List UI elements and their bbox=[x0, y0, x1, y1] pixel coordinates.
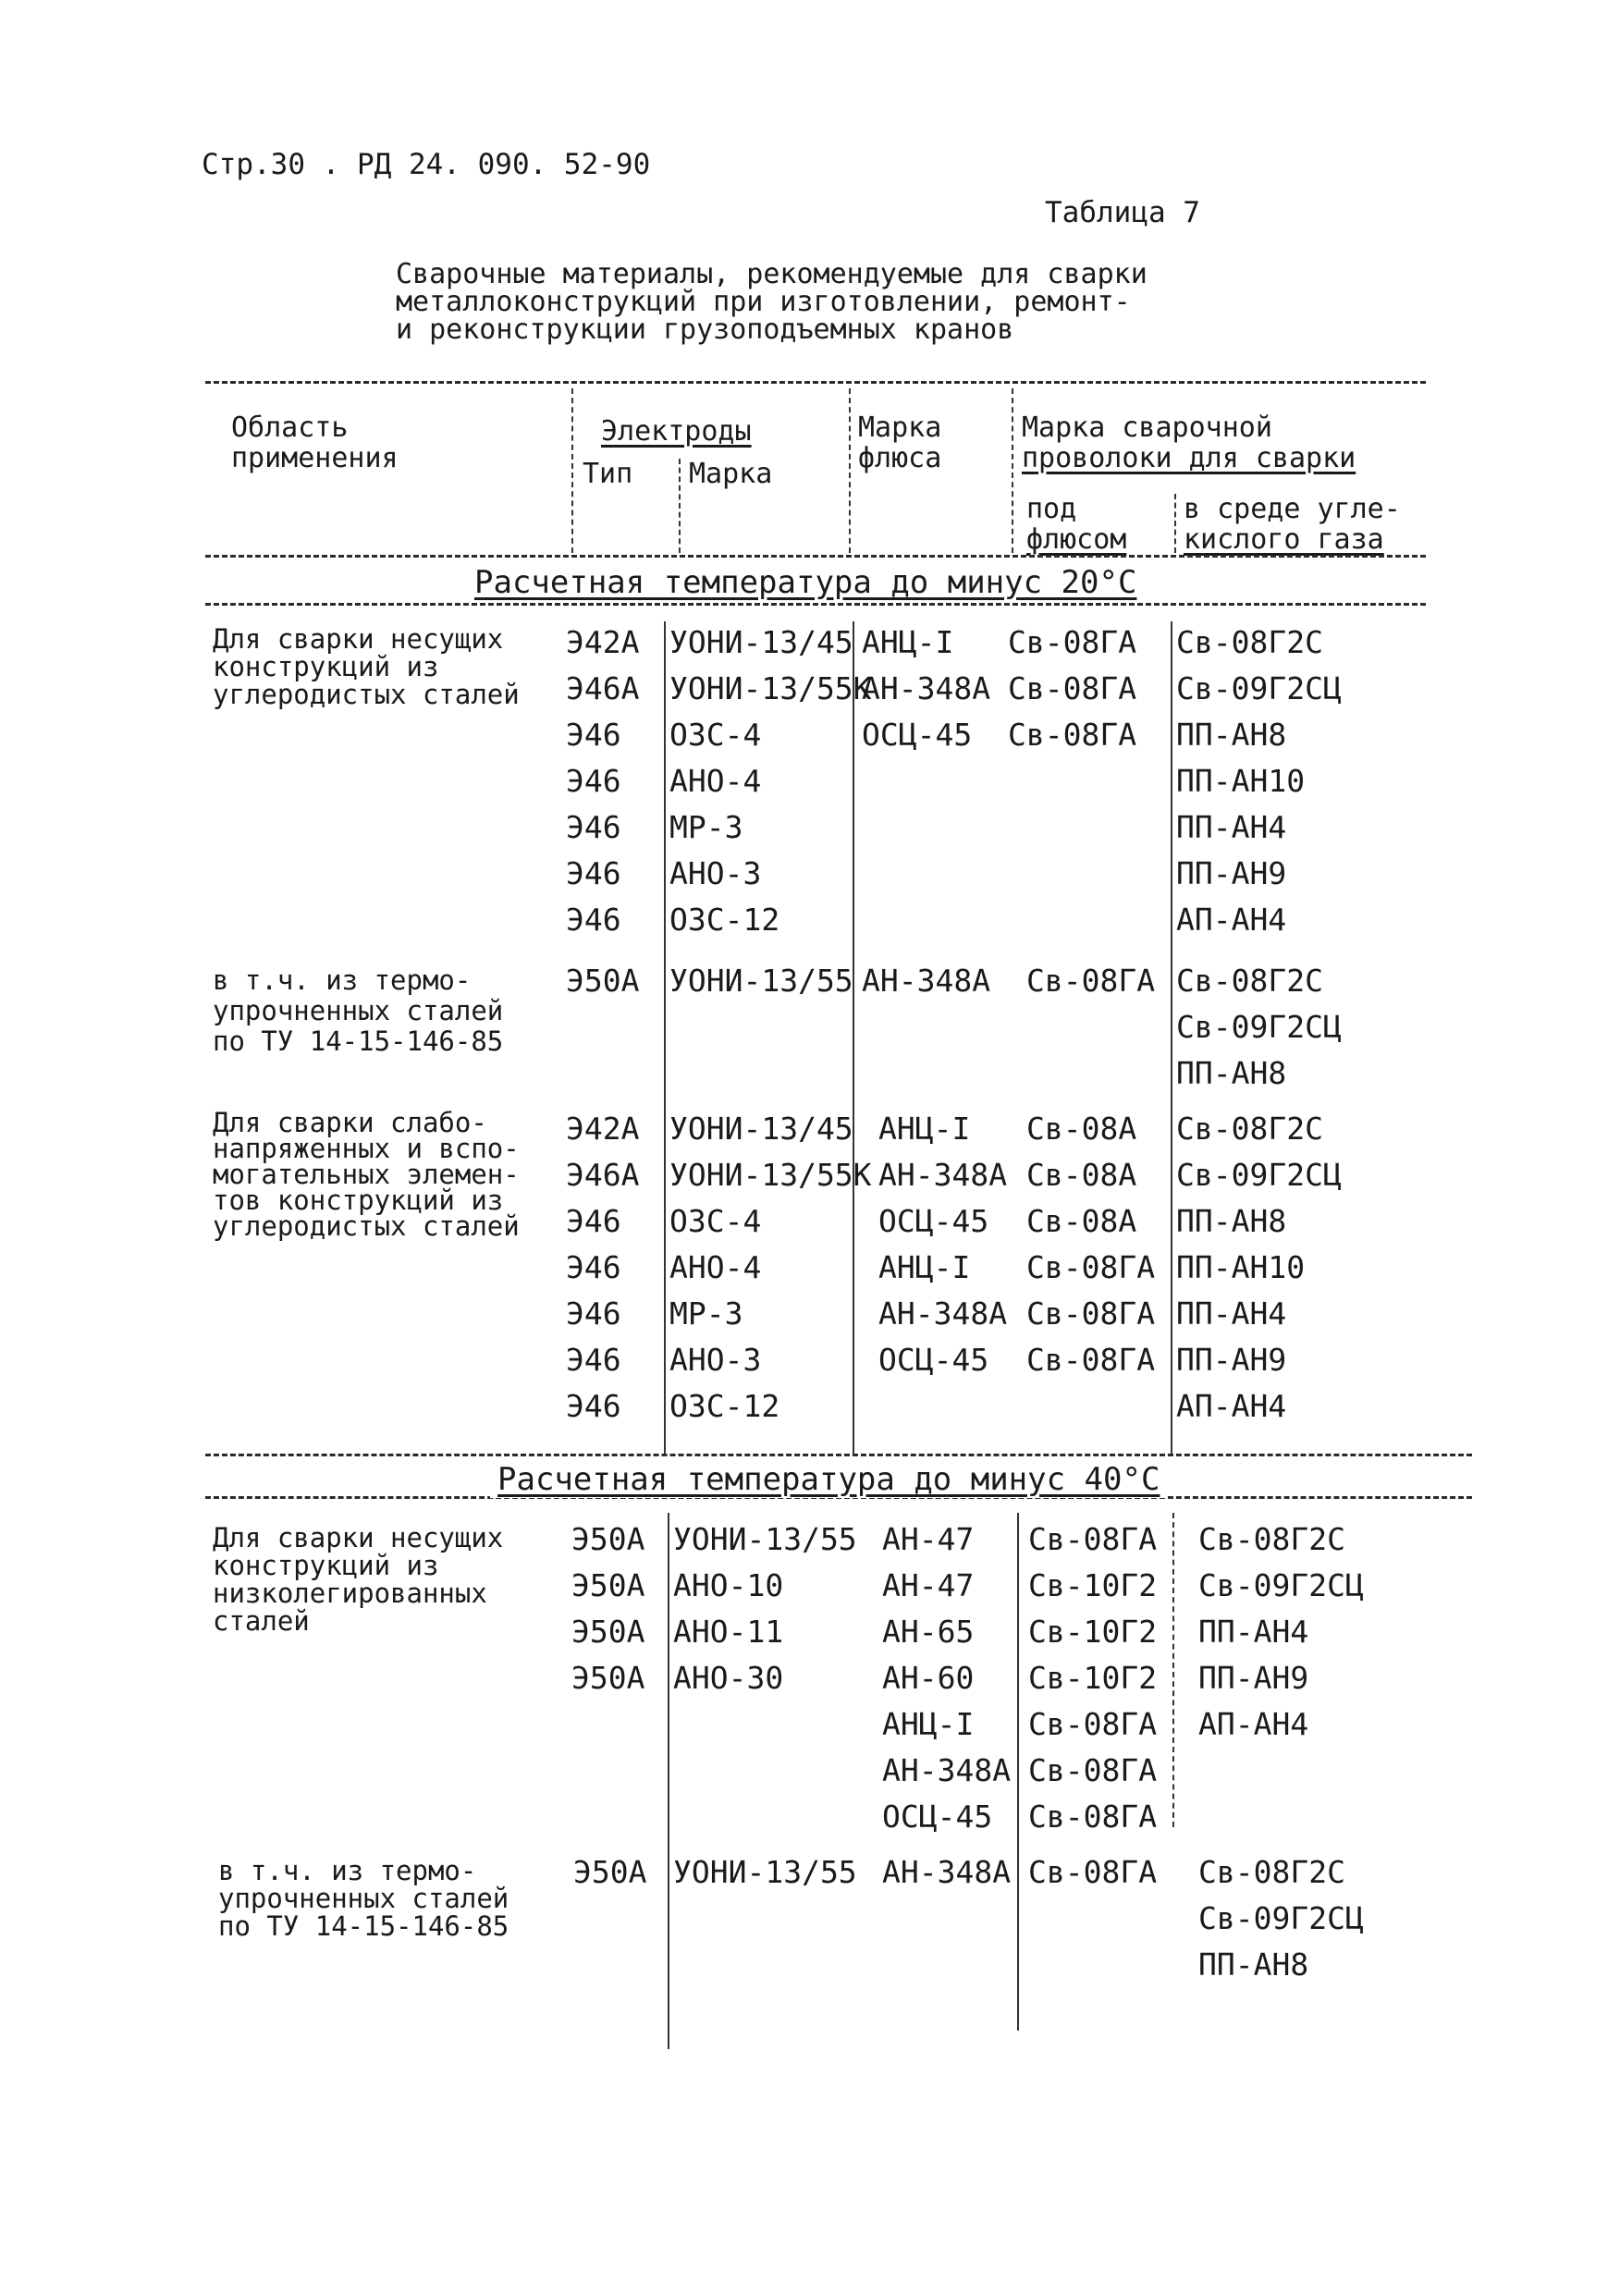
co2-value: Св-09Г2СЦ bbox=[1198, 1900, 1364, 1936]
area-cell bbox=[213, 1107, 520, 1242]
header-separator bbox=[679, 459, 681, 553]
col-header-flux-line: Марка bbox=[858, 411, 942, 444]
header-bottom-rule bbox=[205, 555, 1426, 558]
caption-line: Сварочные материалы, рекомендуемые для сварки bbox=[396, 258, 1148, 290]
column-separator bbox=[664, 621, 666, 1454]
under-flux-value: Св-08А bbox=[1026, 1203, 1137, 1239]
mark-value: УОНИ-13/45 bbox=[669, 624, 853, 660]
under-flux-value: Св-08А bbox=[1026, 1111, 1137, 1147]
co2-value: АП-АН4 bbox=[1176, 902, 1287, 938]
flux-cell bbox=[862, 620, 990, 758]
col-header-wire-line: проволоки для сварки bbox=[1022, 442, 1356, 474]
type-value: Э46 bbox=[566, 1249, 621, 1285]
header-separator bbox=[1012, 388, 1013, 553]
area-cell-line: в т.ч. из термо- bbox=[218, 1855, 477, 1886]
area-cell-line: могательных элемен- bbox=[213, 1159, 520, 1190]
type-cell bbox=[566, 620, 639, 943]
area-cell-line: тов конструкций из bbox=[213, 1185, 504, 1216]
type-value: Э46 bbox=[566, 1388, 621, 1424]
type-cell bbox=[566, 958, 639, 1004]
area-cell-line: сталей bbox=[213, 1605, 310, 1637]
co2-cell bbox=[1198, 1516, 1364, 1748]
area-cell-line: напряженных и вспо- bbox=[213, 1133, 520, 1164]
under-flux-cell bbox=[1026, 958, 1155, 1004]
col-header-co2-line: кислого газа bbox=[1184, 523, 1384, 556]
header-separator bbox=[849, 388, 851, 553]
caption-line: металлоконструкций при изготовлении, ремонт- bbox=[396, 286, 1131, 318]
flux-value: АН-60 bbox=[882, 1660, 975, 1696]
under-flux-cell bbox=[1028, 1849, 1157, 1896]
type-value: Э46 bbox=[566, 855, 621, 891]
co2-value: ПП-АН9 bbox=[1176, 855, 1287, 891]
mark-cell bbox=[669, 958, 853, 1004]
header-separator bbox=[571, 388, 573, 553]
area-cell-line: конструкций из bbox=[213, 651, 439, 682]
table-number: Таблица 7 bbox=[1045, 196, 1200, 229]
co2-value: Св-08Г2С bbox=[1176, 1111, 1323, 1147]
under-flux-cell bbox=[1026, 1106, 1155, 1383]
under-flux-value: Св-08ГА bbox=[1028, 1752, 1158, 1788]
section-title: Расчетная температура до минус 40°С bbox=[490, 1461, 1167, 1498]
mark-cell bbox=[669, 620, 872, 943]
flux-value: АНЦ-I bbox=[882, 1706, 975, 1742]
mark-value: АНО-4 bbox=[669, 763, 762, 799]
flux-value: АН-348А bbox=[882, 1854, 1012, 1890]
co2-value: Св-08Г2С bbox=[1198, 1854, 1345, 1890]
under-flux-cell bbox=[1008, 620, 1136, 758]
area-cell bbox=[213, 965, 503, 1057]
flux-value: ОСЦ-45 bbox=[862, 717, 973, 753]
type-value: Э46А bbox=[566, 1157, 640, 1193]
column-separator bbox=[668, 1513, 669, 2049]
under-flux-value: Св-10Г2 bbox=[1028, 1614, 1158, 1650]
area-cell-line: в т.ч. из термо- bbox=[213, 964, 472, 996]
flux-value: АН-47 bbox=[882, 1567, 975, 1603]
flux-value: АН-348А bbox=[878, 1295, 1008, 1332]
co2-cell bbox=[1176, 620, 1342, 943]
co2-value: Св-09Г2СЦ bbox=[1198, 1567, 1364, 1603]
mark-value: АНО-30 bbox=[673, 1660, 784, 1696]
page-header: Стр.30 . РД 24. 090. 52-90 bbox=[202, 148, 651, 181]
area-cell bbox=[218, 1857, 509, 1940]
flux-value: ОСЦ-45 bbox=[878, 1342, 989, 1378]
under-flux-value: Св-10Г2 bbox=[1028, 1567, 1158, 1603]
mark-value: ОЗС-4 bbox=[669, 1203, 762, 1239]
area-cell-line: Для сварки несущих bbox=[213, 623, 504, 655]
flux-value: АН-348А bbox=[862, 670, 991, 706]
table-top-rule bbox=[205, 381, 1426, 384]
col-header-electrodes: Электроды bbox=[601, 415, 752, 448]
col-header-area-line: Область bbox=[231, 411, 349, 444]
mark-value: УОНИ-13/55К bbox=[669, 1157, 872, 1193]
under-flux-value: Св-08ГА bbox=[1028, 1521, 1158, 1557]
column-separator bbox=[1017, 1513, 1019, 2031]
col-header-co2-line: в среде угле- bbox=[1184, 493, 1401, 525]
mark-cell bbox=[669, 1106, 872, 1430]
flux-cell bbox=[878, 1106, 1007, 1383]
type-value: Э50А bbox=[566, 963, 640, 999]
flux-value: АН-348А bbox=[862, 963, 991, 999]
mark-cell bbox=[673, 1516, 857, 1701]
col-header-flux-line: флюса bbox=[858, 442, 942, 474]
mark-value: ОЗС-12 bbox=[669, 1388, 780, 1424]
type-value: Э50А bbox=[571, 1567, 645, 1603]
caption-line: и реконструкции грузоподъемных кранов bbox=[396, 313, 1014, 346]
mark-value: АНО-10 bbox=[673, 1567, 784, 1603]
flux-value: АН-348А bbox=[878, 1157, 1008, 1193]
type-value: Э46 bbox=[566, 1342, 621, 1378]
mark-value: АНО-3 bbox=[669, 855, 762, 891]
mark-value: УОНИ-13/55 bbox=[673, 1854, 857, 1890]
mark-value: АНО-3 bbox=[669, 1342, 762, 1378]
co2-value: Св-09Г2СЦ bbox=[1176, 670, 1342, 706]
type-value: Э50А bbox=[571, 1614, 645, 1650]
type-value: Э46 bbox=[566, 717, 621, 753]
under-flux-value: Св-08ГА bbox=[1028, 1854, 1158, 1890]
col-header-area-line: применения bbox=[231, 442, 399, 474]
co2-cell bbox=[1198, 1849, 1364, 1988]
under-flux-value: Св-08ГА bbox=[1008, 670, 1137, 706]
area-cell-line: по ТУ 14-15-146-85 bbox=[213, 1025, 504, 1057]
co2-value: Св-09Г2СЦ bbox=[1176, 1009, 1342, 1045]
type-value: Э42А bbox=[566, 624, 640, 660]
co2-value: Св-08Г2С bbox=[1198, 1521, 1345, 1557]
col-header-under-flux-line: под bbox=[1026, 493, 1077, 525]
area-cell-line: углеродистых сталей bbox=[213, 679, 520, 710]
col-header-co2 bbox=[1184, 494, 1401, 555]
co2-value: АП-АН4 bbox=[1176, 1388, 1287, 1424]
type-value: Э46 bbox=[566, 1295, 621, 1332]
flux-value: АН-348А bbox=[882, 1752, 1012, 1788]
co2-value: ПП-АН4 bbox=[1176, 1295, 1287, 1332]
col-header-area bbox=[231, 412, 399, 473]
col-header-mark: Марка bbox=[689, 458, 773, 490]
col-header-wire bbox=[1022, 412, 1356, 473]
co2-value: ПП-АН8 bbox=[1198, 1946, 1309, 1983]
flux-value: АНЦ-I bbox=[878, 1249, 971, 1285]
col-header-type: Тип bbox=[583, 458, 633, 490]
section-rule bbox=[205, 1454, 1472, 1456]
type-value: Э46 bbox=[566, 809, 621, 845]
flux-value: АН-47 bbox=[882, 1521, 975, 1557]
mark-value: УОНИ-13/55 bbox=[669, 963, 853, 999]
co2-value: ПП-АН8 bbox=[1176, 1203, 1287, 1239]
co2-value: ПП-АН4 bbox=[1176, 809, 1287, 845]
flux-value: АНЦ-I bbox=[862, 624, 954, 660]
under-flux-value: Св-08ГА bbox=[1028, 1799, 1158, 1835]
flux-value: АН-65 bbox=[882, 1614, 975, 1650]
type-value: Э42А bbox=[566, 1111, 640, 1147]
col-header-under-flux-line: флюсом bbox=[1026, 523, 1127, 556]
col-header-under-flux bbox=[1026, 494, 1126, 555]
area-cell bbox=[213, 1524, 503, 1635]
under-flux-value: Св-08ГА bbox=[1008, 717, 1137, 753]
col-header-wire-line: Марка сварочной bbox=[1022, 411, 1272, 444]
mark-value: ОЗС-12 bbox=[669, 902, 780, 938]
type-value: Э50А bbox=[571, 1521, 645, 1557]
type-value: Э46 bbox=[566, 1203, 621, 1239]
area-cell-line: Для сварки несущих bbox=[213, 1522, 504, 1553]
mark-value: УОНИ-13/55К bbox=[669, 670, 872, 706]
type-value: Э46А bbox=[566, 670, 640, 706]
under-flux-value: Св-08ГА bbox=[1026, 1249, 1156, 1285]
mark-cell bbox=[673, 1849, 857, 1896]
col-header-flux bbox=[858, 412, 941, 473]
co2-cell bbox=[1176, 1106, 1342, 1430]
area-cell-line: упрочненных сталей bbox=[213, 995, 504, 1026]
under-flux-value: Св-08ГА bbox=[1026, 1342, 1156, 1378]
co2-value: АП-АН4 bbox=[1198, 1706, 1309, 1742]
under-flux-value: Св-08ГА bbox=[1008, 624, 1137, 660]
flux-cell bbox=[882, 1849, 1011, 1896]
mark-value: АНО-11 bbox=[673, 1614, 784, 1650]
type-cell bbox=[571, 1516, 644, 1701]
co2-value: ПП-АН10 bbox=[1176, 763, 1306, 799]
column-separator bbox=[1171, 621, 1172, 1454]
section-rule bbox=[205, 603, 1426, 606]
mark-value: УОНИ-13/45 bbox=[669, 1111, 853, 1147]
co2-value: Св-08Г2С bbox=[1176, 963, 1323, 999]
area-cell-line: углеродистых сталей bbox=[213, 1210, 520, 1242]
mark-value: МР-3 bbox=[669, 809, 743, 845]
area-cell-line: низколегированных bbox=[213, 1578, 487, 1609]
co2-value: ПП-АН4 bbox=[1198, 1614, 1309, 1650]
flux-cell bbox=[862, 958, 990, 1004]
type-value: Э46 bbox=[566, 763, 621, 799]
area-cell-line: упрочненных сталей bbox=[218, 1883, 509, 1914]
type-cell bbox=[566, 1106, 639, 1430]
flux-value: АНЦ-I bbox=[878, 1111, 971, 1147]
under-flux-cell bbox=[1028, 1516, 1157, 1840]
table-caption bbox=[396, 258, 1148, 346]
type-value: Э50А bbox=[571, 1660, 645, 1696]
header-separator bbox=[1174, 494, 1176, 553]
type-value: Э46 bbox=[566, 902, 621, 938]
under-flux-value: Св-08ГА bbox=[1028, 1706, 1158, 1742]
mark-value: УОНИ-13/55 bbox=[673, 1521, 857, 1557]
under-flux-value: Св-08ГА bbox=[1026, 963, 1156, 999]
flux-value: ОСЦ-45 bbox=[878, 1203, 989, 1239]
under-flux-value: Св-10Г2 bbox=[1028, 1660, 1158, 1696]
under-flux-value: Св-08ГА bbox=[1026, 1295, 1156, 1332]
mark-value: ОЗС-4 bbox=[669, 717, 762, 753]
section-title: Расчетная температура до минус 20°С bbox=[467, 564, 1144, 601]
co2-value: Св-09Г2СЦ bbox=[1176, 1157, 1342, 1193]
mark-value: АНО-4 bbox=[669, 1249, 762, 1285]
co2-value: Св-08Г2С bbox=[1176, 624, 1323, 660]
under-flux-value: Св-08А bbox=[1026, 1157, 1137, 1193]
type-cell bbox=[573, 1849, 646, 1896]
area-cell-line: Для сварки слабо- bbox=[213, 1107, 487, 1138]
co2-cell bbox=[1176, 958, 1342, 1097]
co2-value: ПП-АН8 bbox=[1176, 1055, 1287, 1091]
area-cell-line: конструкций из bbox=[213, 1550, 439, 1581]
co2-value: ПП-АН8 bbox=[1176, 717, 1287, 753]
co2-value: ПП-АН9 bbox=[1176, 1342, 1287, 1378]
area-cell-line: по ТУ 14-15-146-85 bbox=[218, 1910, 509, 1942]
mark-value: МР-3 bbox=[669, 1295, 743, 1332]
flux-cell bbox=[882, 1516, 1011, 1840]
flux-value: ОСЦ-45 bbox=[882, 1799, 993, 1835]
area-cell bbox=[213, 625, 520, 708]
co2-value: ПП-АН9 bbox=[1198, 1660, 1309, 1696]
type-value: Э50А bbox=[573, 1854, 647, 1890]
co2-value: ПП-АН10 bbox=[1176, 1249, 1306, 1285]
column-separator bbox=[1172, 1513, 1174, 1827]
